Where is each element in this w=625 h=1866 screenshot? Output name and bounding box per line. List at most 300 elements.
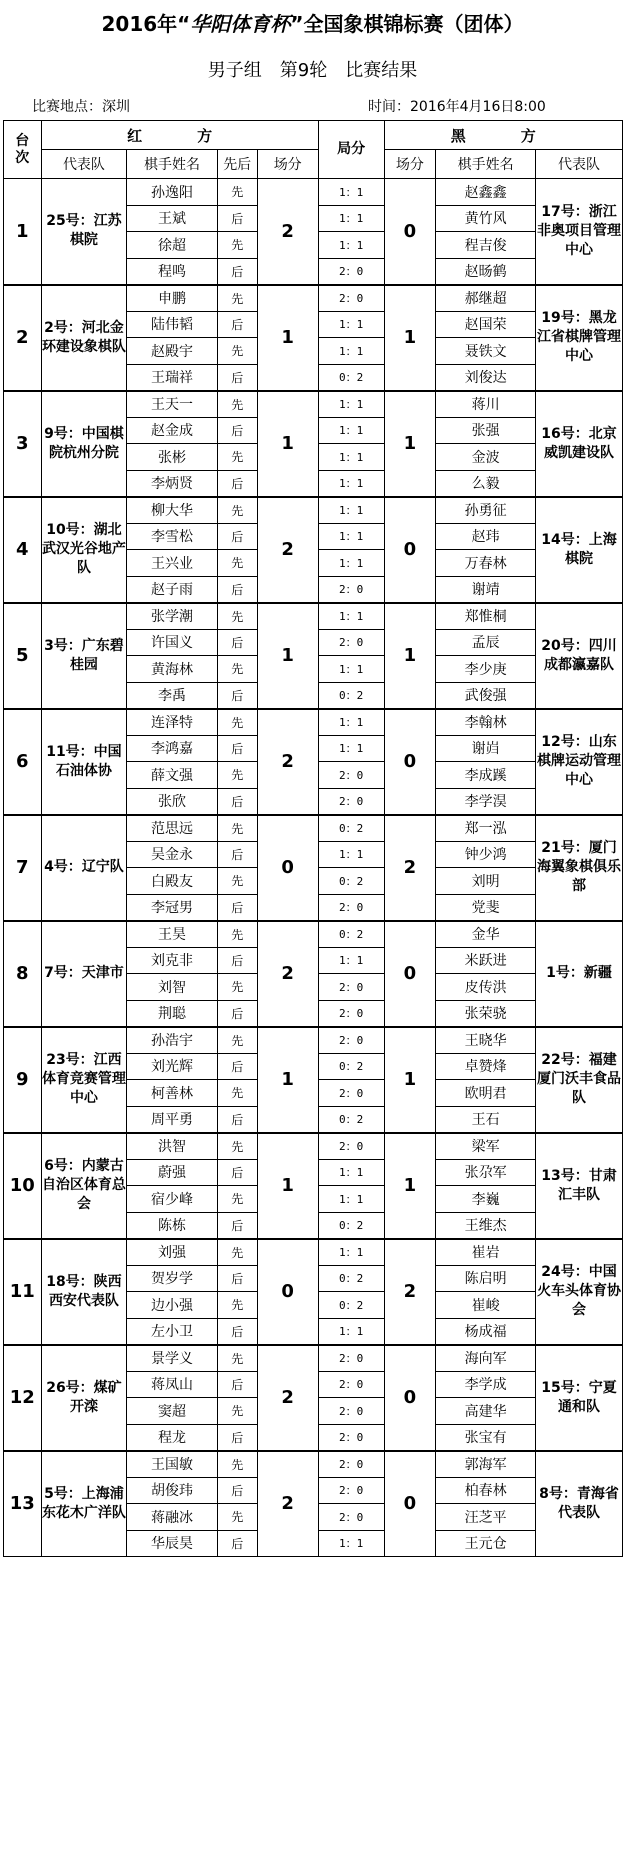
game-score: 0：2 <box>318 1212 384 1239</box>
red-player-name: 贺岁学 <box>127 1265 217 1292</box>
game-score: 0：2 <box>318 1106 384 1133</box>
move-order: 后 <box>217 470 257 497</box>
red-player-name: 刘智 <box>127 974 217 1001</box>
red-team-name: 3号：广东碧桂园 <box>41 603 127 709</box>
move-order: 先 <box>217 232 257 259</box>
red-match-points: 2 <box>257 921 318 1027</box>
move-order: 后 <box>217 1424 257 1451</box>
table-row <box>4 391 623 418</box>
move-order: 后 <box>217 1477 257 1504</box>
round-number: 10 <box>4 1133 42 1239</box>
move-order: 后 <box>217 841 257 868</box>
game-score: 0：2 <box>318 1265 384 1292</box>
header-round <box>4 121 42 179</box>
game-score: 1：1 <box>318 444 384 471</box>
move-order: 先 <box>217 1292 257 1319</box>
red-player-name: 边小强 <box>127 1292 217 1319</box>
round-number: 5 <box>4 603 42 709</box>
black-player-name: 聂铁文 <box>436 338 536 365</box>
move-order: 后 <box>217 205 257 232</box>
header-round-label: 台次 <box>15 132 30 166</box>
black-player-name: 郝继超 <box>436 285 536 312</box>
move-order: 后 <box>217 1530 257 1557</box>
game-score: 1：1 <box>318 656 384 683</box>
red-team-name: 18号：陕西西安代表队 <box>41 1239 127 1345</box>
header-row-2 <box>4 150 623 179</box>
black-team-name: 15号：宁夏通和队 <box>536 1345 623 1451</box>
black-player-name: 蒋川 <box>436 391 536 418</box>
black-player-name: 张强 <box>436 417 536 444</box>
round-number: 3 <box>4 391 42 497</box>
red-player-name: 许国义 <box>127 629 217 656</box>
black-match-points: 2 <box>384 815 436 921</box>
game-score: 1：1 <box>318 947 384 974</box>
red-team-name: 9号：中国棋院杭州分院 <box>41 391 127 497</box>
red-team-name: 4号：辽宁队 <box>41 815 127 921</box>
red-player-name: 程龙 <box>127 1424 217 1451</box>
red-team-name: 25号：江苏棋院 <box>41 179 127 285</box>
game-score: 1：1 <box>318 603 384 630</box>
move-order: 后 <box>217 1106 257 1133</box>
black-player-name: 李翰林 <box>436 709 536 736</box>
venue-label: 比赛地点：深圳 <box>32 99 130 115</box>
round-number: 8 <box>4 921 42 1027</box>
red-player-name: 赵子雨 <box>127 576 217 603</box>
black-player-name: 么毅 <box>436 470 536 497</box>
black-team-name: 16号：北京威凯建设队 <box>536 391 623 497</box>
move-order: 后 <box>217 1212 257 1239</box>
game-score: 1：1 <box>318 338 384 365</box>
black-player-name: 郑一泓 <box>436 815 536 842</box>
round-number: 13 <box>4 1451 42 1557</box>
game-score: 2：0 <box>318 1451 384 1478</box>
header-red-player: 棋手姓名 <box>127 150 217 179</box>
black-player-name: 李学成 <box>436 1371 536 1398</box>
black-team-name: 1号：新疆 <box>536 921 623 1027</box>
red-player-name: 孙逸阳 <box>127 179 217 206</box>
black-player-name: 赵鑫鑫 <box>436 179 536 206</box>
red-player-name: 刘克非 <box>127 947 217 974</box>
black-player-name: 刘俊达 <box>436 364 536 391</box>
black-team-name: 21号：厦门海翼象棋俱乐部 <box>536 815 623 921</box>
game-score: 1：1 <box>318 709 384 736</box>
red-player-name: 王昊 <box>127 921 217 948</box>
red-player-name: 宿少峰 <box>127 1186 217 1213</box>
round-number: 9 <box>4 1027 42 1133</box>
black-player-name: 孟辰 <box>436 629 536 656</box>
time-label: 时间：2016年4月16日8:00 <box>368 99 546 115</box>
black-player-name: 郭海军 <box>436 1451 536 1478</box>
table-row <box>4 1345 623 1372</box>
header-black-points: 场分 <box>384 150 436 179</box>
move-order: 先 <box>217 762 257 789</box>
black-player-name: 党斐 <box>436 894 536 921</box>
black-player-name: 赵旸鹤 <box>436 258 536 285</box>
table-row <box>4 815 623 842</box>
header-game-score: 局分 <box>318 121 384 179</box>
black-player-name: 梁军 <box>436 1133 536 1160</box>
black-match-points: 1 <box>384 603 436 709</box>
game-score: 1：1 <box>318 735 384 762</box>
black-player-name: 王石 <box>436 1106 536 1133</box>
black-team-name: 14号：上海棋院 <box>536 497 623 603</box>
black-player-name: 王元仓 <box>436 1530 536 1557</box>
game-score: 1：1 <box>318 311 384 338</box>
move-order: 先 <box>217 815 257 842</box>
red-player-name: 张学潮 <box>127 603 217 630</box>
black-player-name: 李学淏 <box>436 788 536 815</box>
game-score: 0：2 <box>318 364 384 391</box>
black-player-name: 张尕军 <box>436 1159 536 1186</box>
black-match-points: 0 <box>384 179 436 285</box>
round-number: 1 <box>4 179 42 285</box>
black-match-points: 0 <box>384 497 436 603</box>
red-match-points: 1 <box>257 1133 318 1239</box>
move-order: 先 <box>217 656 257 683</box>
red-player-name: 刘强 <box>127 1239 217 1266</box>
red-team-name: 11号：中国石油体协 <box>41 709 127 815</box>
game-score: 2：0 <box>318 788 384 815</box>
game-score: 1：1 <box>318 497 384 524</box>
game-score: 2：0 <box>318 629 384 656</box>
black-match-points: 1 <box>384 391 436 497</box>
move-order: 先 <box>217 391 257 418</box>
red-player-name: 薛文强 <box>127 762 217 789</box>
red-player-name: 华辰昊 <box>127 1530 217 1557</box>
game-score: 2：0 <box>318 1504 384 1531</box>
move-order: 后 <box>217 1000 257 1027</box>
red-match-points: 2 <box>257 1345 318 1451</box>
move-order: 先 <box>217 1239 257 1266</box>
black-match-points: 0 <box>384 709 436 815</box>
black-player-name: 欧明君 <box>436 1080 536 1107</box>
black-team-name: 12号：山东棋牌运动管理中心 <box>536 709 623 815</box>
page-title <box>0 8 625 37</box>
table-row <box>4 709 623 736</box>
black-player-name: 赵国荣 <box>436 311 536 338</box>
game-score: 1：1 <box>318 841 384 868</box>
move-order: 后 <box>217 1371 257 1398</box>
red-player-name: 张彬 <box>127 444 217 471</box>
red-player-name: 申鹏 <box>127 285 217 312</box>
header-black-player: 棋手姓名 <box>436 150 536 179</box>
red-match-points: 2 <box>257 497 318 603</box>
game-score: 0：2 <box>318 1053 384 1080</box>
move-order: 先 <box>217 1345 257 1372</box>
round-number: 6 <box>4 709 42 815</box>
table-body <box>4 179 623 1557</box>
move-order: 先 <box>217 1027 257 1054</box>
red-player-name: 蒋凤山 <box>127 1371 217 1398</box>
black-team-name: 19号：黑龙江省棋牌管理中心 <box>536 285 623 391</box>
round-number: 11 <box>4 1239 42 1345</box>
game-score: 0：2 <box>318 682 384 709</box>
move-order: 后 <box>217 417 257 444</box>
black-team-name: 22号：福建厦门沃丰食品队 <box>536 1027 623 1133</box>
move-order: 后 <box>217 311 257 338</box>
red-match-points: 0 <box>257 815 318 921</box>
red-player-name: 陆伟韬 <box>127 311 217 338</box>
move-order: 后 <box>217 1318 257 1345</box>
black-player-name: 杨成福 <box>436 1318 536 1345</box>
red-player-name: 蔚强 <box>127 1159 217 1186</box>
black-player-name: 陈启明 <box>436 1265 536 1292</box>
move-order: 先 <box>217 550 257 577</box>
red-player-name: 柯善林 <box>127 1080 217 1107</box>
red-player-name: 白殿友 <box>127 868 217 895</box>
move-order: 后 <box>217 258 257 285</box>
game-score: 2：0 <box>318 1424 384 1451</box>
table-row <box>4 1239 623 1266</box>
red-match-points: 2 <box>257 709 318 815</box>
results-table <box>3 120 623 1557</box>
red-player-name: 程鸣 <box>127 258 217 285</box>
red-match-points: 0 <box>257 1239 318 1345</box>
black-player-name: 金华 <box>436 921 536 948</box>
black-player-name: 崔岩 <box>436 1239 536 1266</box>
red-player-name: 李炳贤 <box>127 470 217 497</box>
game-score: 1：1 <box>318 232 384 259</box>
red-match-points: 1 <box>257 1027 318 1133</box>
black-player-name: 李少庚 <box>436 656 536 683</box>
table-row <box>4 1027 623 1054</box>
header-red-side: 红 方 <box>41 121 318 150</box>
header-row-1 <box>4 121 623 150</box>
game-score: 1：1 <box>318 205 384 232</box>
game-score: 1：1 <box>318 550 384 577</box>
move-order: 先 <box>217 179 257 206</box>
red-player-name: 赵金成 <box>127 417 217 444</box>
red-player-name: 连泽特 <box>127 709 217 736</box>
table-header <box>4 121 623 179</box>
game-score: 1：1 <box>318 417 384 444</box>
red-team-name: 5号：上海浦东花木广洋队 <box>41 1451 127 1557</box>
table-row <box>4 1133 623 1160</box>
game-score: 2：0 <box>318 1345 384 1372</box>
red-player-name: 刘光辉 <box>127 1053 217 1080</box>
game-score: 1：1 <box>318 523 384 550</box>
move-order: 先 <box>217 1504 257 1531</box>
game-score: 1：1 <box>318 470 384 497</box>
game-score: 2：0 <box>318 974 384 1001</box>
red-team-name: 23号：江西体育竞赛管理中心 <box>41 1027 127 1133</box>
move-order: 后 <box>217 788 257 815</box>
table-row <box>4 603 623 630</box>
move-order: 先 <box>217 1133 257 1160</box>
move-order: 先 <box>217 285 257 312</box>
move-order: 先 <box>217 1451 257 1478</box>
red-match-points: 1 <box>257 603 318 709</box>
red-player-name: 景学义 <box>127 1345 217 1372</box>
black-player-name: 张宝有 <box>436 1424 536 1451</box>
red-player-name: 柳大华 <box>127 497 217 524</box>
page-subtitle: 男子组 第9轮 比赛结果 <box>207 60 418 81</box>
move-order: 先 <box>217 1398 257 1425</box>
game-score: 1：1 <box>318 1318 384 1345</box>
red-player-name: 吴金永 <box>127 841 217 868</box>
move-order: 先 <box>217 921 257 948</box>
move-order: 先 <box>217 338 257 365</box>
red-team-name: 7号：天津市 <box>41 921 127 1027</box>
round-number: 2 <box>4 285 42 391</box>
red-player-name: 王斌 <box>127 205 217 232</box>
move-order: 后 <box>217 523 257 550</box>
table-row <box>4 921 623 948</box>
red-match-points: 1 <box>257 285 318 391</box>
game-score: 1：1 <box>318 391 384 418</box>
red-player-name: 王兴业 <box>127 550 217 577</box>
black-player-name: 高建华 <box>436 1398 536 1425</box>
move-order: 后 <box>217 947 257 974</box>
header-red-team: 代表队 <box>41 150 127 179</box>
header-black-side: 黑 方 <box>384 121 623 150</box>
table-row <box>4 497 623 524</box>
black-match-points: 0 <box>384 1345 436 1451</box>
game-score: 2：0 <box>318 576 384 603</box>
black-player-name: 刘明 <box>436 868 536 895</box>
round-number: 7 <box>4 815 42 921</box>
move-order: 后 <box>217 576 257 603</box>
black-player-name: 王维杰 <box>436 1212 536 1239</box>
move-order: 后 <box>217 1265 257 1292</box>
red-match-points: 2 <box>257 179 318 285</box>
black-player-name: 谢靖 <box>436 576 536 603</box>
table-row <box>4 1451 623 1478</box>
black-team-name: 20号：四川成都瀛嘉队 <box>536 603 623 709</box>
red-player-name: 张欣 <box>127 788 217 815</box>
move-order: 先 <box>217 603 257 630</box>
red-team-name: 6号：内蒙古自治区体育总会 <box>41 1133 127 1239</box>
black-player-name: 谢岿 <box>436 735 536 762</box>
black-team-name: 24号：中国火车头体育协会 <box>536 1239 623 1345</box>
move-order: 先 <box>217 444 257 471</box>
black-team-name: 17号：浙江非奥项目管理中心 <box>536 179 623 285</box>
red-player-name: 徐超 <box>127 232 217 259</box>
black-match-points: 1 <box>384 285 436 391</box>
game-score: 1：1 <box>318 179 384 206</box>
table-row <box>4 285 623 312</box>
move-order: 先 <box>217 974 257 1001</box>
black-player-name: 郑惟桐 <box>436 603 536 630</box>
move-order: 先 <box>217 709 257 736</box>
black-player-name: 海向军 <box>436 1345 536 1372</box>
black-player-name: 李成蹊 <box>436 762 536 789</box>
red-player-name: 赵殿宇 <box>127 338 217 365</box>
black-player-name: 王晓华 <box>436 1027 536 1054</box>
game-score: 2：0 <box>318 1027 384 1054</box>
move-order: 后 <box>217 894 257 921</box>
red-player-name: 范思远 <box>127 815 217 842</box>
title-brand: 华阳体育杯 <box>190 12 291 36</box>
black-player-name: 卓赞烽 <box>436 1053 536 1080</box>
red-player-name: 左小卫 <box>127 1318 217 1345</box>
red-player-name: 李鸿嘉 <box>127 735 217 762</box>
red-player-name: 王天一 <box>127 391 217 418</box>
red-player-name: 黄海林 <box>127 656 217 683</box>
black-player-name: 柏春林 <box>436 1477 536 1504</box>
black-player-name: 黄竹风 <box>436 205 536 232</box>
red-team-name: 10号：湖北武汉光谷地产队 <box>41 497 127 603</box>
move-order: 后 <box>217 629 257 656</box>
move-order: 后 <box>217 682 257 709</box>
red-player-name: 窦超 <box>127 1398 217 1425</box>
black-match-points: 1 <box>384 1027 436 1133</box>
move-order: 先 <box>217 868 257 895</box>
black-match-points: 2 <box>384 1239 436 1345</box>
header-red-points: 场分 <box>257 150 318 179</box>
black-team-name: 8号：青海省代表队 <box>536 1451 623 1557</box>
game-score: 2：0 <box>318 285 384 312</box>
game-score: 2：0 <box>318 1080 384 1107</box>
black-player-name: 李巍 <box>436 1186 536 1213</box>
black-player-name: 钟少鸿 <box>436 841 536 868</box>
game-score: 2：0 <box>318 762 384 789</box>
red-player-name: 王瑞祥 <box>127 364 217 391</box>
title-prefix: 2016年“ <box>101 12 191 36</box>
header-black-team: 代表队 <box>536 150 623 179</box>
red-player-name: 胡俊玮 <box>127 1477 217 1504</box>
red-team-name: 26号：煤矿开滦 <box>41 1345 127 1451</box>
game-score: 0：2 <box>318 815 384 842</box>
black-team-name: 13号：甘肃汇丰队 <box>536 1133 623 1239</box>
red-player-name: 孙浩宇 <box>127 1027 217 1054</box>
game-score: 2：0 <box>318 258 384 285</box>
red-player-name: 洪智 <box>127 1133 217 1160</box>
game-score: 1：1 <box>318 1239 384 1266</box>
black-player-name: 赵玮 <box>436 523 536 550</box>
move-order: 后 <box>217 735 257 762</box>
red-player-name: 陈栋 <box>127 1212 217 1239</box>
move-order: 先 <box>217 1186 257 1213</box>
game-score: 1：1 <box>318 1159 384 1186</box>
black-player-name: 程吉俊 <box>436 232 536 259</box>
table-row <box>4 179 623 206</box>
red-player-name: 荆聪 <box>127 1000 217 1027</box>
black-player-name: 张荣骁 <box>436 1000 536 1027</box>
red-team-name: 2号：河北金环建设象棋队 <box>41 285 127 391</box>
game-score: 0：2 <box>318 868 384 895</box>
move-order: 先 <box>217 497 257 524</box>
round-number: 12 <box>4 1345 42 1451</box>
red-player-name: 李禹 <box>127 682 217 709</box>
game-score: 2：0 <box>318 1477 384 1504</box>
red-match-points: 1 <box>257 391 318 497</box>
red-player-name: 蒋融冰 <box>127 1504 217 1531</box>
game-score: 2：0 <box>318 1133 384 1160</box>
move-order: 后 <box>217 364 257 391</box>
game-score: 0：2 <box>318 1292 384 1319</box>
black-player-name: 武俊强 <box>436 682 536 709</box>
game-score: 2：0 <box>318 1000 384 1027</box>
black-player-name: 汪芝平 <box>436 1504 536 1531</box>
move-order: 后 <box>217 1159 257 1186</box>
round-number: 4 <box>4 497 42 603</box>
red-player-name: 王国敏 <box>127 1451 217 1478</box>
game-score: 1：1 <box>318 1530 384 1557</box>
red-match-points: 2 <box>257 1451 318 1557</box>
black-player-name: 孙勇征 <box>436 497 536 524</box>
black-player-name: 万春林 <box>436 550 536 577</box>
black-player-name: 崔峻 <box>436 1292 536 1319</box>
black-match-points: 0 <box>384 1451 436 1557</box>
black-match-points: 0 <box>384 921 436 1027</box>
move-order: 后 <box>217 1053 257 1080</box>
red-player-name: 周平勇 <box>127 1106 217 1133</box>
black-player-name: 皮传洪 <box>436 974 536 1001</box>
game-score: 2：0 <box>318 894 384 921</box>
game-score: 1：1 <box>318 1186 384 1213</box>
red-player-name: 李雪松 <box>127 523 217 550</box>
